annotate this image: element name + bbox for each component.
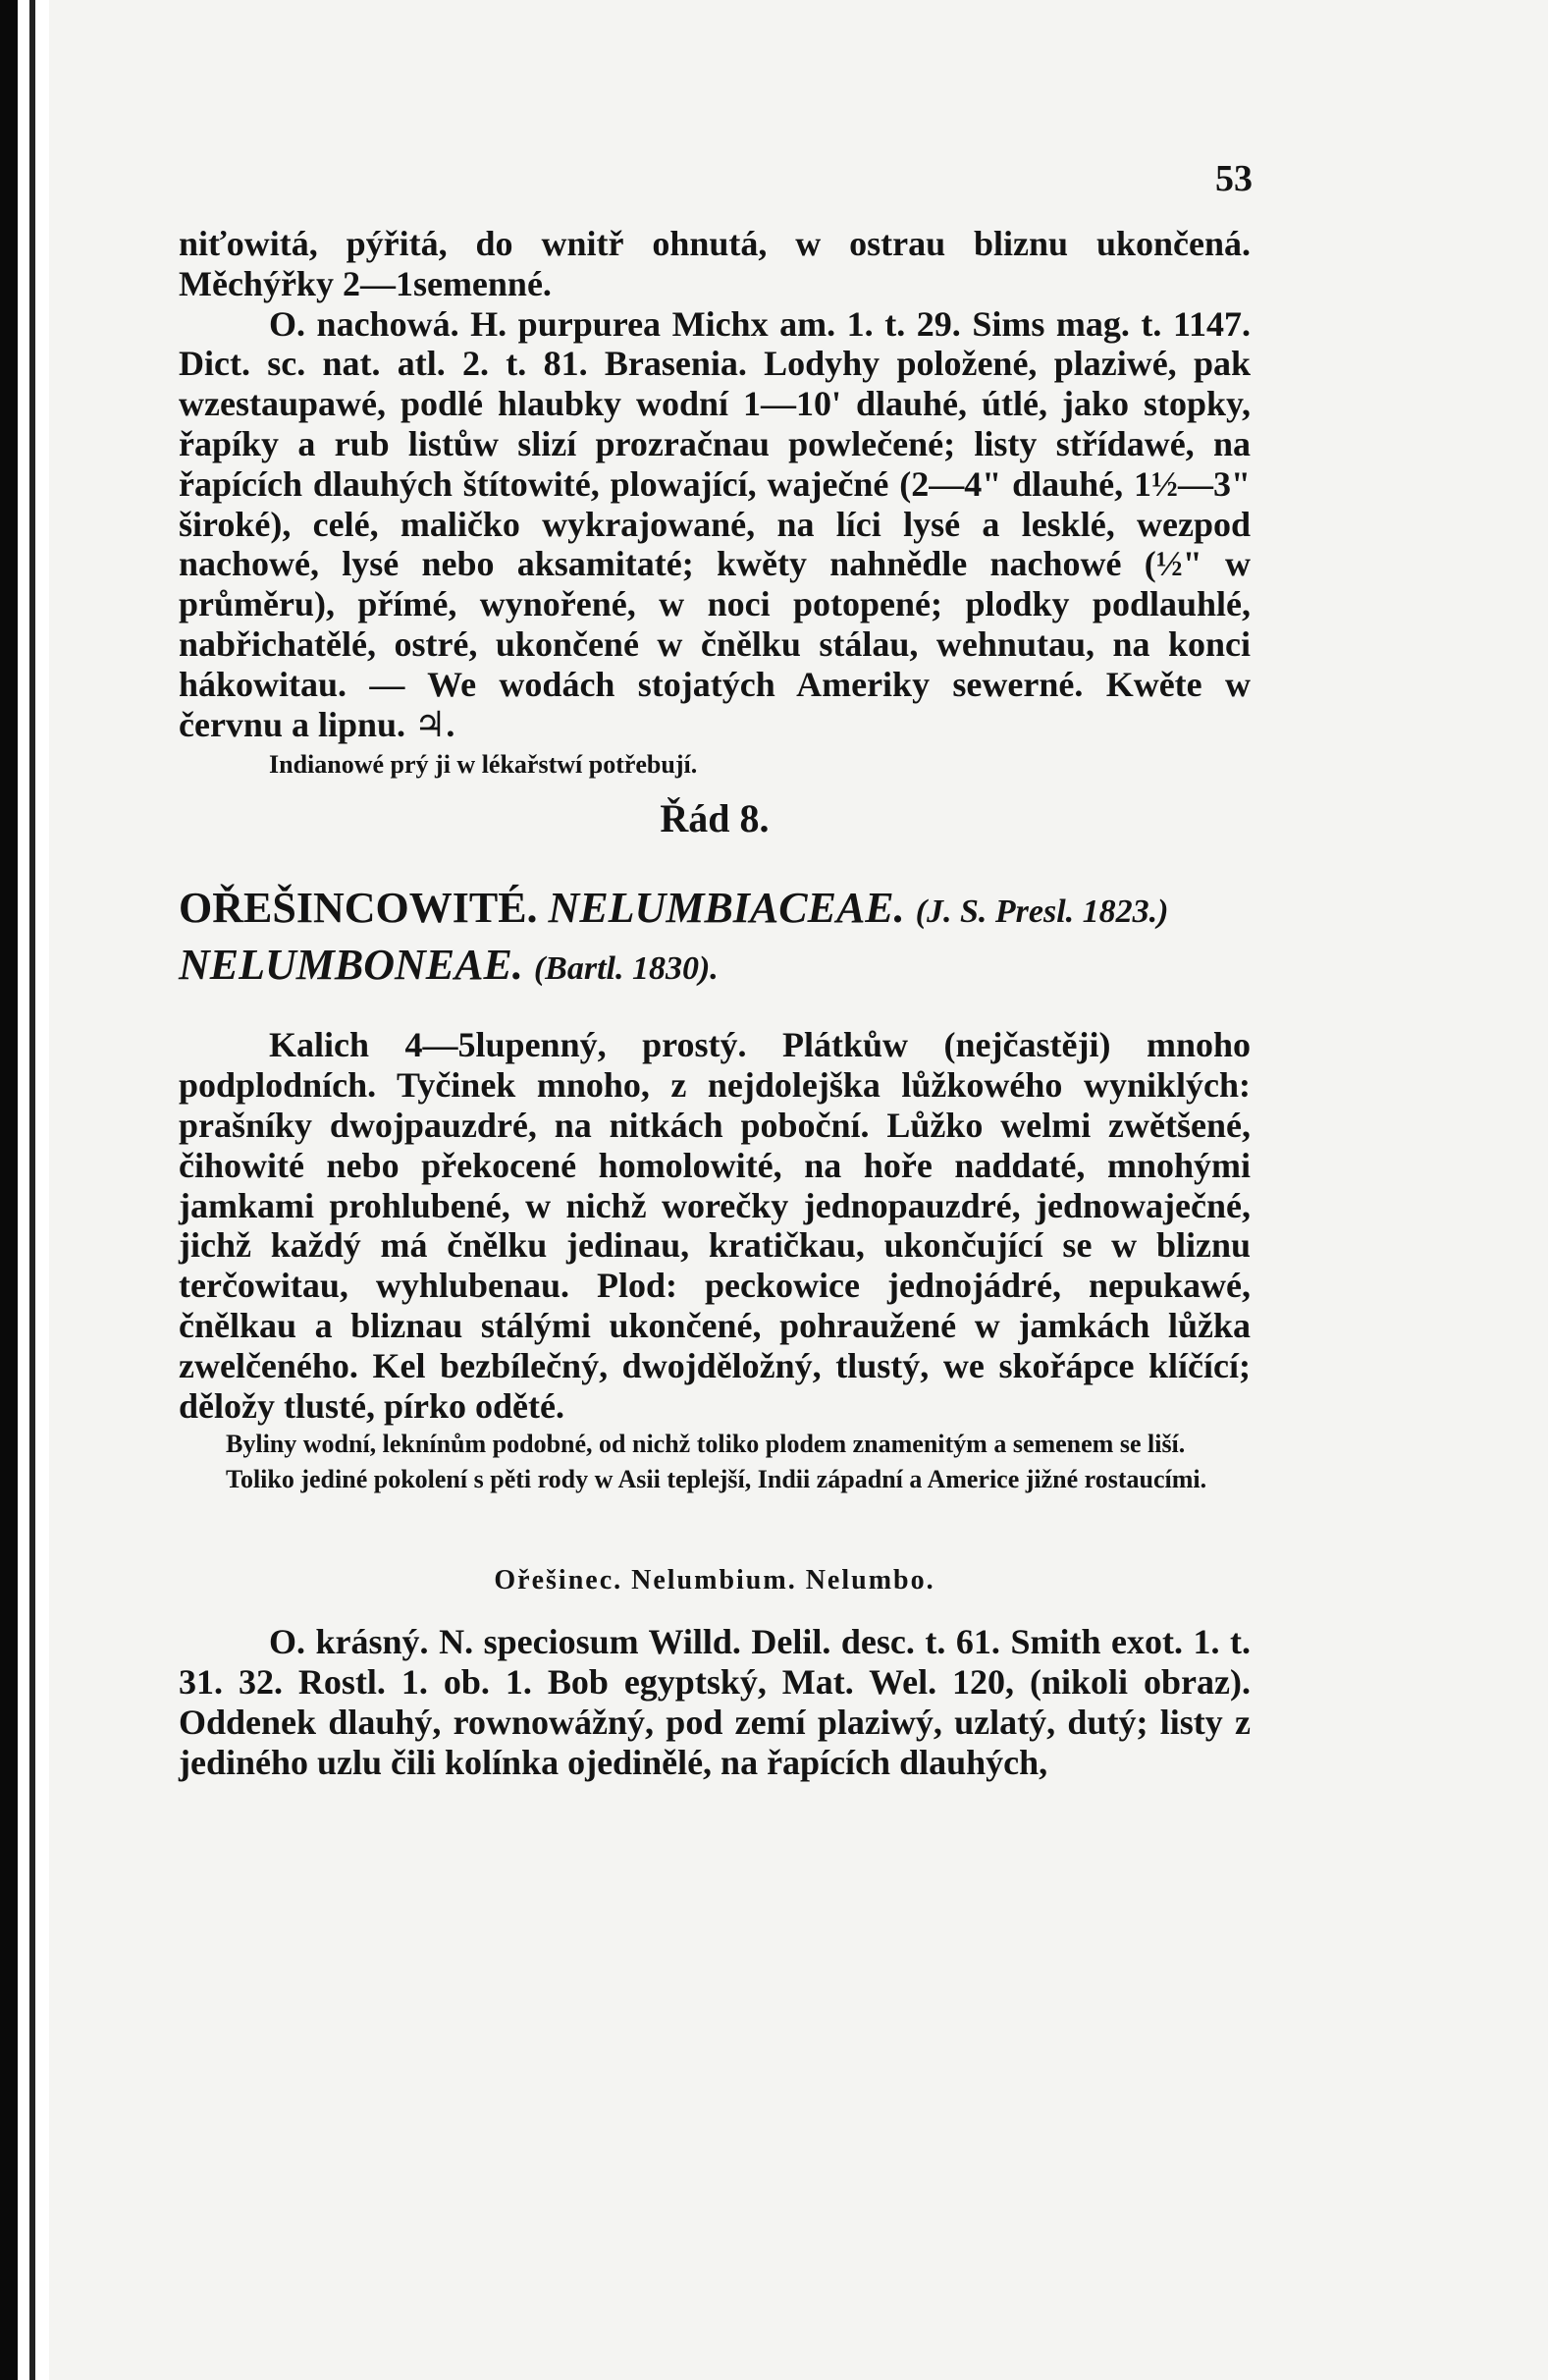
species-paragraph-2: O. krásný. N. speciosum Willd. Delil. desc. t. 61. Smith exot. 1. t. 31. 32. Rostl. 1. ob. 1. Bob egyptský, Mat. Wel. 120, (nikoli obraz). Oddenek dlauhý, rownowážný, pod zemí plaziwý, uzlatý, dutý; listy z jediného uzlu čili kolínka ojedinělé, na řapících dlauhých, <box>179 1622 1251 1782</box>
species-note: Indianowé prý ji w lékařstwí potřebují. <box>269 750 698 780</box>
page-text <box>179 224 1251 1783</box>
family-czech-name: OŘEŠINCOWITÉ. <box>179 884 538 933</box>
family-latin-name: NELUMBIACEAE. <box>548 884 905 933</box>
intro-paragraph: niťowitá, pýřitá, do wnitř ohnutá, w ostrau bliznu ukončená. Měchýřky 2—1semenné. <box>179 224 1251 303</box>
family-synonym-author: (Bartl. 1830). <box>533 950 719 988</box>
book-page <box>49 0 1548 2380</box>
genus-heading: Ořešinec. Nelumbium. Nelumbo. <box>494 1565 935 1596</box>
family-note-distribution: Toliko jediné pokolení s pěti rody w Asii teplejší, Indii západní a Americe jižné rostaucími. <box>226 1465 1207 1494</box>
order-heading: Řád 8. <box>660 796 770 841</box>
family-note-habit: Byliny wodní, leknínům podobné, od nichž toliko plodem znamenitým a semenem se liší. <box>226 1430 1186 1459</box>
family-heading <box>179 882 1251 996</box>
scan-edge-left <box>0 0 18 2380</box>
family-latin-synonym: NELUMBONEAE. <box>179 941 523 990</box>
page-number: 53 <box>1215 158 1253 199</box>
scan-edge-shadow <box>29 0 35 2380</box>
family-author: (J. S. Presl. 1823.) <box>915 893 1169 931</box>
family-description: Kalich 4—5lupenný, prostý. Plátkůw (nejčastěji) mnoho podplodních. Tyčinek mnoho, z nejdolejška lůžkowého wyniklých: prašníky dwojpauzdré, na nitkách poboční. Lůžko welmi zwětšené, čihowité nebo překocené homolowité, na hoře naddaté, mnohými jamkami prohlubené, w nichž worečky jednopauzdré, jednowaječné, jichž každý má čnělku jedinau, kratičkau, ukončující se w bliznu terčowitau, wyhlubenau. Plod: peckowice jednojádré, nepukawé, čnělkau a bliznau stálými ukončené, pohraužené w jamkách lůžka zwelčeného. Kel bezbílečný, dwojděložný, tlustý, we skořápce klíčící; děložy tlusté, pírko oděté. <box>179 1025 1251 1426</box>
species-paragraph: O. nachowá. H. purpurea Michx am. 1. t. 29. Sims mag. t. 1147. Dict. sc. nat. atl. 2. t. 81. Brasenia. Lodyhy položené, plaziwé, pak wzestaupawé, podlé hlaubky wodní 1—10' dlauhé, útlé, jako stopky, řapíky a rub listůw slizí prozračnau powlečené; listy střídawé, na řapících dlauhých štítowité, plowající, waječné (2—4" dlauhé, 1½—3" široké), celé, maličko wykrajowané, na líci lysé a lesklé, wezpod nachowé, lysé nebo aksamitaté; kwěty nahnědle nachowé (½" w průměru), přímé, wynořené, w noci potopené; plodky podlauhlé, nabřichatělé, ostré, ukončené w čnělku stálau, wehnutau, na konci hákowitau. — We wodách stojatých Ameriky sewerné. Kwěte w červnu a lipnu. ♃. <box>179 303 1251 744</box>
